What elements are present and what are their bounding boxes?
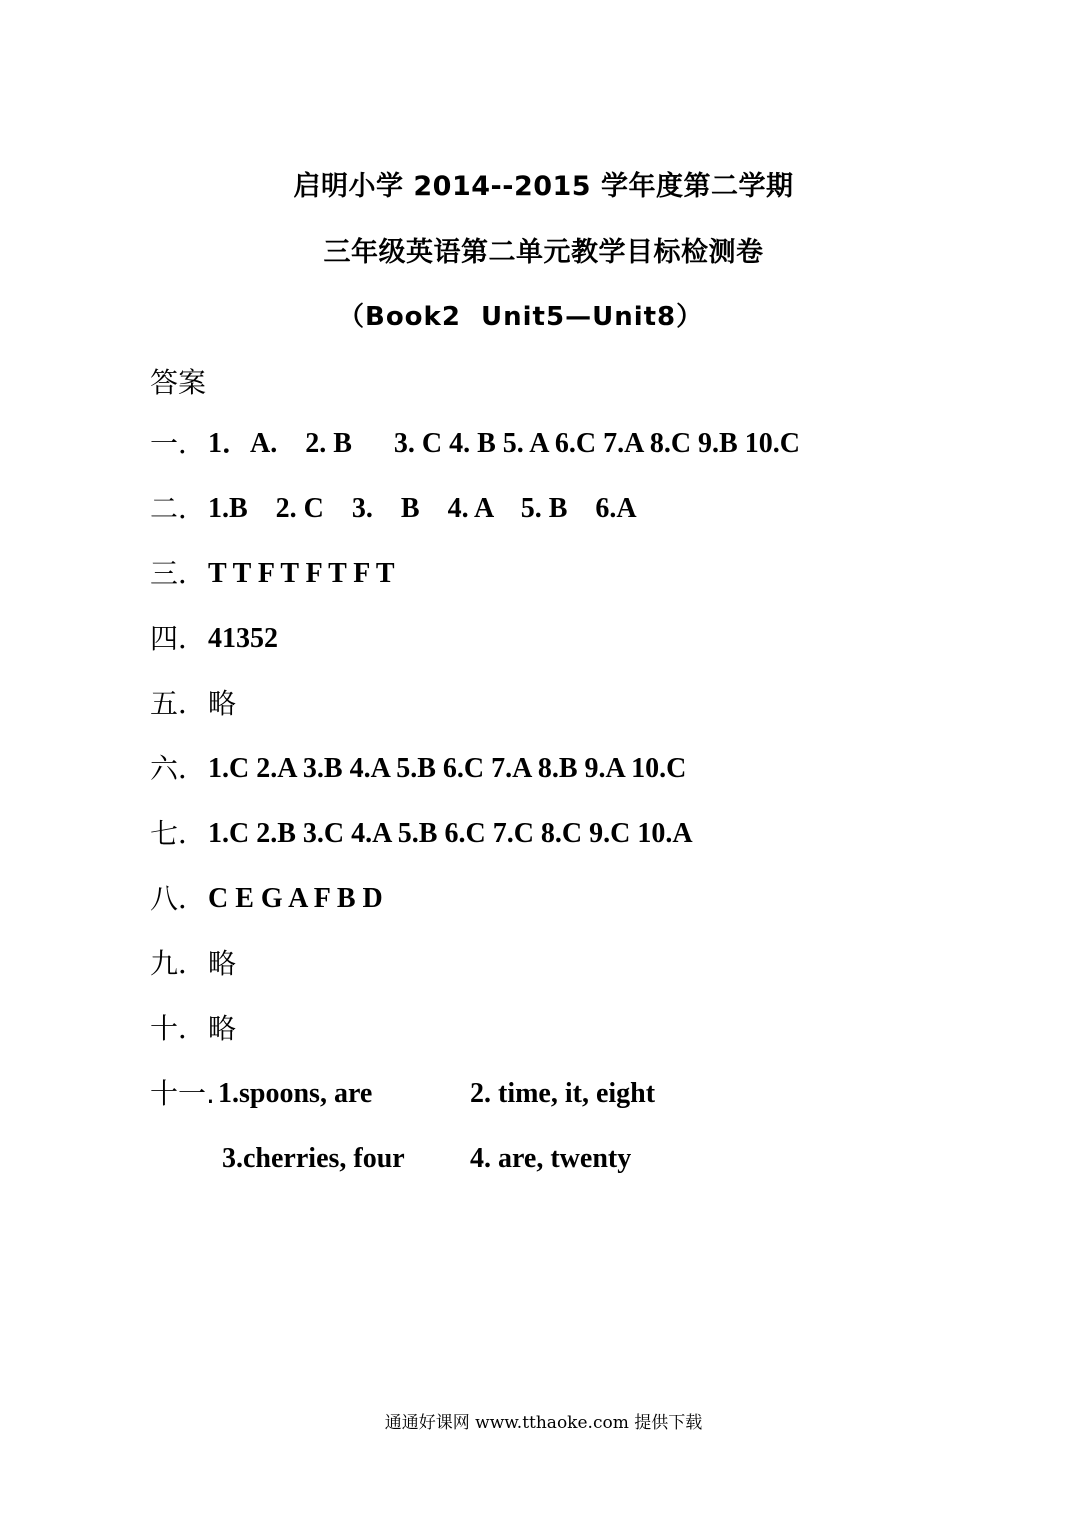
answer-row-11 (150, 1076, 215, 1112)
q11-item-4: 4. are, twenty (470, 1143, 632, 1174)
answer-row-7 (150, 816, 693, 852)
answer-number: 十． (150, 1012, 207, 1045)
answer-text: C E G A F B D (208, 883, 383, 914)
answer-row-9 (150, 946, 236, 982)
answer-text: T T F T F T F T (208, 558, 395, 589)
answer-number: 九． (150, 947, 207, 980)
answer-row-10 (150, 1011, 236, 1047)
answer-text: 1.C 2.B 3.C 4.A 5.B 6.C 7.C 8.C 9.C 10.A (208, 818, 693, 849)
footer-source: 通通好课网 www.tthaoke.com 提供下载 (384, 1413, 703, 1433)
q11-item-1: 1.spoons, are (218, 1078, 373, 1109)
answer-number: 六． (150, 752, 207, 785)
answer-number: 七． (150, 817, 207, 850)
answer-text: 41352 (208, 623, 278, 654)
answers-heading: 答案 (150, 366, 207, 399)
q11-item-2: 2. time, it, eight (470, 1078, 656, 1109)
title-school-term: 启明小学 2014--2015 学年度第二学期 (293, 171, 794, 202)
answer-text: 1．A. 2. B 3. C 4. B 5. A 6.C 7.A 8.C 9.B 10.C (208, 428, 800, 459)
answer-row-8 (150, 881, 383, 917)
answer-number: 八． (150, 882, 207, 915)
answer-row-3 (150, 556, 395, 592)
answer-row-5 (150, 686, 236, 722)
answer-number: 五． (150, 687, 207, 720)
answer-text: 略 (208, 947, 237, 980)
answer-row-6 (150, 751, 686, 787)
answer-row-1 (150, 426, 800, 462)
answer-number: 十一. (150, 1077, 215, 1110)
answer-number: 四． (150, 622, 207, 655)
answer-number: 二． (150, 492, 207, 525)
answer-text: 1.B 2. C 3. B 4. A 5. B 6.A (208, 493, 637, 524)
answer-text: 略 (208, 687, 237, 720)
q11-item-3: 3.cherries, four (222, 1143, 405, 1174)
title-book-units: （Book2 Unit5—Unit8） (338, 302, 704, 332)
answer-number: 三． (150, 557, 207, 590)
answer-text: 1.C 2.A 3.B 4.A 5.B 6.C 7.A 8.B 9.A 10.C (208, 753, 687, 784)
answer-row-2 (150, 491, 637, 527)
answer-number: 一． (150, 427, 207, 460)
answer-text: 略 (208, 1012, 237, 1045)
title-exam-name: 三年级英语第二单元教学目标检测卷 (323, 237, 764, 268)
answer-row-4 (150, 621, 278, 657)
